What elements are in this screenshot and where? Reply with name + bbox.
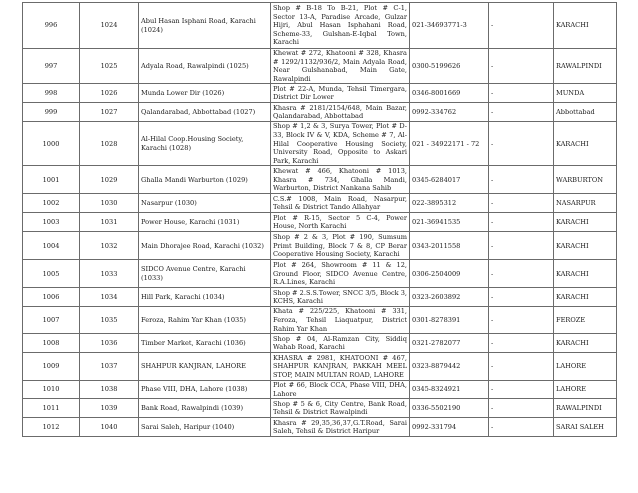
branch-code-cell: 1036	[80, 334, 139, 353]
phone-cell: 021-34693771-3	[410, 3, 489, 49]
branch-name-cell: Qalandarabad, Abbottabad (1027)	[139, 103, 271, 122]
branch-name-cell: Ghalla Mandi Warburton (1029)	[139, 166, 271, 194]
branch-code-cell: 1029	[80, 166, 139, 194]
serial-number-cell: 1000	[23, 122, 80, 166]
phone-cell: 0306-2504009	[410, 260, 489, 288]
serial-number-cell: 998	[23, 84, 80, 103]
branch-address-cell: Plot # 264, Showroom # 11 & 12, Ground Floor, SIDCO Avenue Centre, R.A.Lines, Karachi	[271, 260, 410, 288]
phone-cell: 0323-8879442	[410, 353, 489, 381]
serial-number-cell: 1012	[23, 418, 80, 437]
branch-name-cell: Phase VIII, DHA, Lahore (1038)	[139, 381, 271, 399]
city-cell: KARACHI	[554, 213, 617, 232]
branch-name-cell: SIDCO Avenue Centre, Karachi (1033)	[139, 260, 271, 288]
branch-address-cell: Khasra # 29,35,36,37,G.T.Road, Sarai Saleh, Tehsil & District Haripur	[271, 418, 410, 437]
serial-number-cell: 1004	[23, 232, 80, 260]
branch-code-cell: 1024	[80, 3, 139, 49]
table-row	[23, 166, 617, 194]
branch-code-cell: 1033	[80, 260, 139, 288]
table-row	[23, 232, 617, 260]
branch-name-cell: Munda Lower Dir (1026)	[139, 84, 271, 103]
city-cell: KARACHI	[554, 288, 617, 307]
fax-cell: -	[489, 260, 554, 288]
fax-cell: -	[489, 194, 554, 213]
table-row	[23, 122, 617, 166]
serial-number-cell: 1011	[23, 399, 80, 418]
branch-code-cell: 1025	[80, 49, 139, 84]
phone-cell: 0345-6284017	[410, 166, 489, 194]
branch-table-body	[23, 3, 617, 437]
serial-number-cell: 1006	[23, 288, 80, 307]
branch-table	[22, 2, 617, 437]
table-row	[23, 334, 617, 353]
table-row	[23, 194, 617, 213]
fax-cell: -	[489, 49, 554, 84]
branch-list-sheet	[22, 2, 616, 437]
branch-address-cell: Shop # 1,2 & 3, Surya Tower, Plot # D-33, Block IV & V, KDA, Scheme # 7, Al-Hilal Cooperative Housing Society, University Road, Opposite to Askari Park, Karachi	[271, 122, 410, 166]
fax-cell: -	[489, 399, 554, 418]
table-row	[23, 418, 617, 437]
city-cell: KARACHI	[554, 122, 617, 166]
serial-number-cell: 1002	[23, 194, 80, 213]
table-row	[23, 288, 617, 307]
branch-name-cell: Bank Road, Rawalpindi (1039)	[139, 399, 271, 418]
fax-cell: -	[489, 103, 554, 122]
serial-number-cell: 997	[23, 49, 80, 84]
branch-address-cell: Khasra # 2181/2154/648, Main Bazar, Qalandarabad, Abbottabad	[271, 103, 410, 122]
table-row	[23, 399, 617, 418]
branch-address-cell: Shop # 5 & 6, City Centre, Bank Road, Tehsil & District Rawalpindi	[271, 399, 410, 418]
city-cell: KARACHI	[554, 3, 617, 49]
city-cell: RAWALPINDI	[554, 399, 617, 418]
table-row	[23, 260, 617, 288]
table-row	[23, 103, 617, 122]
table-row	[23, 213, 617, 232]
city-cell: WARBURTON	[554, 166, 617, 194]
serial-number-cell: 1003	[23, 213, 80, 232]
branch-address-cell: Shop # 2.S.S.Tower, SNCC 3/5, Block 3, KCHS, Karachi	[271, 288, 410, 307]
city-cell: LAHORE	[554, 353, 617, 381]
city-cell: KARACHI	[554, 334, 617, 353]
branch-code-cell: 1039	[80, 399, 139, 418]
fax-cell: -	[489, 353, 554, 381]
city-cell: Abbottabad	[554, 103, 617, 122]
serial-number-cell: 996	[23, 3, 80, 49]
fax-cell: -	[489, 334, 554, 353]
branch-code-cell: 1031	[80, 213, 139, 232]
branch-address-cell: Khewat # 272, Khatooni # 328, Khasra # 1292/1132/936/2, Main Adyala Road, Near Gulshanabad, Main Gate, Rawalpindi	[271, 49, 410, 84]
branch-code-cell: 1028	[80, 122, 139, 166]
branch-code-cell: 1032	[80, 232, 139, 260]
serial-number-cell: 1010	[23, 381, 80, 399]
branch-name-cell: Al-Hilal Coop.Housing Society, Karachi (1028)	[139, 122, 271, 166]
branch-name-cell: Power House, Karachi (1031)	[139, 213, 271, 232]
branch-name-cell: Sarai Saleh, Haripur (1040)	[139, 418, 271, 437]
fax-cell: -	[489, 307, 554, 334]
table-row	[23, 381, 617, 399]
branch-code-cell: 1040	[80, 418, 139, 437]
serial-number-cell: 999	[23, 103, 80, 122]
branch-address-cell: Plot # 66, Block CCA, Phase VIII, DHA, Lahore	[271, 381, 410, 399]
branch-address-cell: Shop # 04, Al-Ramzan City, Siddiq Wahab Road, Karachi	[271, 334, 410, 353]
city-cell: LAHORE	[554, 381, 617, 399]
phone-cell: 0321-2782077	[410, 334, 489, 353]
city-cell: RAWALPINDI	[554, 49, 617, 84]
fax-cell: -	[489, 84, 554, 103]
phone-cell: 0301-8278391	[410, 307, 489, 334]
city-cell: KARACHI	[554, 232, 617, 260]
serial-number-cell: 1009	[23, 353, 80, 381]
phone-cell: 0300-5199626	[410, 49, 489, 84]
fax-cell: -	[489, 122, 554, 166]
fax-cell: -	[489, 213, 554, 232]
table-row	[23, 49, 617, 84]
branch-address-cell: Khata # 225/225, Khatooni # 331, Feroza, Tehsil Liaquatpur, District Rahim Yar Khan	[271, 307, 410, 334]
branch-code-cell: 1030	[80, 194, 139, 213]
branch-address-cell: Shop # 2 & 3, Plot # 190, Sumsum Primt Building, Block 7 & 8, CP Berar Cooperative Housing Society, Karachi	[271, 232, 410, 260]
branch-address-cell: KHASRA # 2981, KHATOONI # 467, SHAHPUR KANJRAN, PAKKAH MEEL STOP, MAIN MULTAN ROAD, LAHORE	[271, 353, 410, 381]
fax-cell: -	[489, 166, 554, 194]
phone-cell: 0336-5502190	[410, 399, 489, 418]
phone-cell: 0992-334762	[410, 103, 489, 122]
branch-name-cell: Main Dhorajee Road, Karachi (1032)	[139, 232, 271, 260]
phone-cell: 0992-331794	[410, 418, 489, 437]
phone-cell: 0343-2011558	[410, 232, 489, 260]
fax-cell: -	[489, 232, 554, 260]
serial-number-cell: 1001	[23, 166, 80, 194]
branch-code-cell: 1038	[80, 381, 139, 399]
phone-cell: 022-3895312	[410, 194, 489, 213]
branch-code-cell: 1035	[80, 307, 139, 334]
branch-code-cell: 1026	[80, 84, 139, 103]
table-row	[23, 307, 617, 334]
branch-address-cell: Shop # B-18 To B-21, Plot # C-1, Sector 13-A, Paradise Arcade, Gulzar Hijri, Abul Hasan Isphahani Road, Scheme-33, Gulshan-E-Iqbal Town, Karachi	[271, 3, 410, 49]
phone-cell: 0346-8001669	[410, 84, 489, 103]
branch-code-cell: 1034	[80, 288, 139, 307]
branch-name-cell: Nasarpur (1030)	[139, 194, 271, 213]
phone-cell: 0323-2603892	[410, 288, 489, 307]
phone-cell: 0345-8324921	[410, 381, 489, 399]
table-row	[23, 353, 617, 381]
fax-cell: -	[489, 381, 554, 399]
branch-name-cell: Hill Park, Karachi (1034)	[139, 288, 271, 307]
branch-name-cell: SHAHPUR KANJRAN, LAHORE	[139, 353, 271, 381]
branch-name-cell: Abul Hasan Isphani Road, Karachi (1024)	[139, 3, 271, 49]
branch-address-cell: Plot # 22-A, Munda, Tehsil Timergara, District Dir Lower	[271, 84, 410, 103]
city-cell: NASARPUR	[554, 194, 617, 213]
serial-number-cell: 1008	[23, 334, 80, 353]
branch-address-cell: Khewat # 466, Khatooni # 1013, Khasra # 734, Ghalla Mandi, Warburton, District Nankana Sahib	[271, 166, 410, 194]
table-row	[23, 3, 617, 49]
city-cell: KARACHI	[554, 260, 617, 288]
fax-cell: -	[489, 288, 554, 307]
branch-address-cell: Plot # R-15, Sector 5 C-4, Power House, North Karachi	[271, 213, 410, 232]
fax-cell: -	[489, 3, 554, 49]
fax-cell: -	[489, 418, 554, 437]
branch-code-cell: 1027	[80, 103, 139, 122]
branch-name-cell: Feroza, Rahim Yar Khan (1035)	[139, 307, 271, 334]
phone-cell: 021-36941535	[410, 213, 489, 232]
city-cell: MUNDA	[554, 84, 617, 103]
serial-number-cell: 1007	[23, 307, 80, 334]
phone-cell: 021 - 34922171 - 72	[410, 122, 489, 166]
branch-address-cell: C.S.# 1008, Main Road, Nasarpur, Tehsil & District Tando Allahyar	[271, 194, 410, 213]
table-row	[23, 84, 617, 103]
branch-name-cell: Adyala Road, Rawalpindi (1025)	[139, 49, 271, 84]
branch-code-cell: 1037	[80, 353, 139, 381]
city-cell: FEROZE	[554, 307, 617, 334]
serial-number-cell: 1005	[23, 260, 80, 288]
city-cell: SARAI SALEH	[554, 418, 617, 437]
branch-name-cell: Timber Market, Karachi (1036)	[139, 334, 271, 353]
